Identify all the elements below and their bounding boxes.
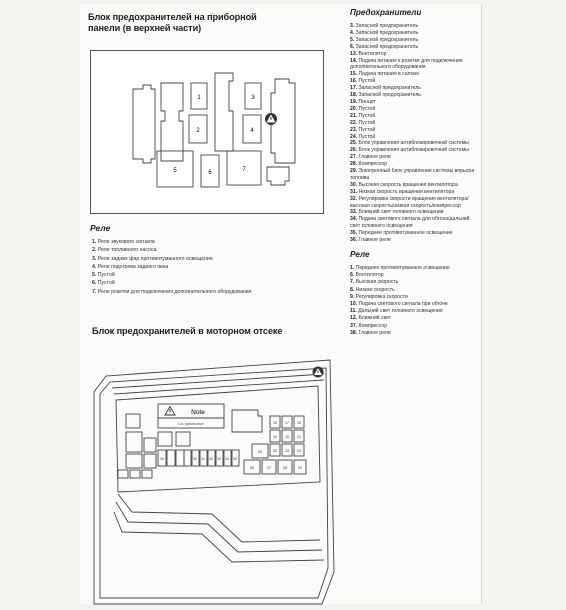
top-relay-small [267,167,289,185]
fuses-list [350,23,480,244]
fuse-item-text: Пустой [358,105,376,112]
fuse-item-text: Запасной предохранитель [355,36,419,43]
engine-number-label: 32 [209,457,213,461]
fuse-item-number: 29. [350,168,358,175]
relay-engine-list [350,265,480,337]
fuse-item-number: 23. [350,126,358,133]
fuse-item-number: 30. [350,181,358,188]
fuse-item-number: 14. [350,57,358,64]
relay-engine-item-text: Переднее противотуманное освещение [355,265,450,271]
fuse-item-text: Запасной предохранитель [358,85,421,92]
engine-number-label: 16 [273,421,277,425]
note-warning-icon [165,407,175,416]
relay-top-item-text: Реле звукового сигнала [97,239,155,245]
fuse-item-text: Пустой [358,78,376,85]
engine-relay-center-1 [158,432,172,446]
fuse-item-text: Пустой [358,133,376,140]
top-fusebox-title [88,12,288,34]
fuse-item-number: 31. [350,188,358,195]
fuse-item [350,120,480,127]
relay-top-item-text: Пустой [97,280,115,287]
relay-engine-item [350,279,480,286]
fuse-item-number: 22. [350,119,358,126]
note-sublabel: См. примечание [178,422,204,426]
engine-fusebox-diagram [92,342,336,608]
fuse-item-text: Главное реле [358,237,391,244]
note-label: Note [191,409,205,416]
right-column [350,8,480,337]
engine-number-label: 29 [298,466,302,470]
fuse-item-number: 36. [350,237,358,244]
fuse-item [350,51,480,58]
label-relay-6: 6 [208,170,212,176]
relay-engine-item [350,265,480,272]
fuse-item [350,92,480,99]
fuse-item [350,58,480,72]
fuse-item [350,196,480,210]
engine-fuse-small-1 [126,414,140,428]
engine-number-label: 31 [201,457,205,461]
relay-top-item [92,238,332,246]
fuse-item-number: 21. [350,112,358,119]
engine-fusebox-title: Блок предохранителей в моторном отсеке [92,326,283,336]
fuse-item-text: Пинцет [358,98,376,105]
relay-engine-item [350,287,480,294]
engine-number-label: 28 [283,466,287,470]
fuse-item-number: 3. [350,23,355,29]
relay-engine-item-number: 6. [350,272,355,279]
engine-number-label: 19 [273,435,277,439]
engine-number-label: 30 [193,457,197,461]
fuse-item-number: 19. [350,98,358,105]
engine-relay-big [232,410,262,432]
fuse-item [350,182,480,189]
top-title-line-1: Блок предохранителей на приборной [88,12,257,22]
engine-number-label: 34 [225,457,229,461]
relay-top-item-number: 3. [92,255,97,262]
relay-engine-item-number: 38. [350,329,358,336]
fuse-item-text: Электронный блок управления системы впрыска топлива [350,168,475,181]
relay-engine-item [350,272,480,279]
engine-number-label: 36 [160,457,164,461]
fuse-item-text: Переднее противотуманное освещение [358,230,453,237]
relay-engine-item-number: 1. [350,265,355,271]
relay-engine-item-number: 12. [350,315,358,322]
label-fuse-4: 4 [250,128,254,134]
fuse-item [350,147,480,154]
relay-top-item-text: Реле розетки для подключения дополнительного оборудования [97,288,252,295]
fuse-item-number: 20. [350,105,358,112]
engine-number-label: 25 [258,450,262,454]
engine-number-label: 22 [273,449,277,453]
fuse-item-text: Запасной предохранитель [355,23,419,29]
top-relay-left [133,85,155,163]
fuse-item-text: Подача питания к розетке для подключения дополнительного оборудования [350,57,463,71]
label-relay-5: 5 [173,168,177,174]
relay-top-heading: Реле [90,223,111,233]
top-relay-middle [215,73,233,151]
fuse-item-number: 4. [350,29,355,36]
engine-number-label: 26 [250,466,254,470]
relay-engine-item-number: 37. [350,322,358,329]
fuse-item [350,23,480,30]
fuse-item [350,30,480,37]
fuse-item-number: 26. [350,147,358,154]
fuse-item [350,161,480,168]
engine-relay-left-1 [126,432,142,452]
fuse-item-number: 6. [350,43,355,50]
relay-engine-item-text: Дальний свет головного освещения [358,308,443,315]
relay-engine-item [350,315,480,322]
label-fuse-2: 2 [196,128,200,134]
fuse-item [350,189,480,196]
engine-number-label: 20 [285,435,289,439]
engine-relay-left-2 [126,454,142,468]
relay-engine-item [350,330,480,337]
fuse-item-number: 13. [350,50,358,57]
fuse-item-number: 24. [350,133,358,140]
relay-top-item-text: Реле топливного насоса [97,247,157,254]
engine-relay-left-3 [144,438,156,452]
fuse-item-text: Низкая скорость вращения вентилятора [358,188,455,195]
relay-top-item [92,271,332,279]
relay-engine-item-number: 8. [350,286,355,293]
fuse-item [350,37,480,44]
fuse-item-number: 34. [350,216,358,223]
fuse-item [350,44,480,51]
fuse-item-text: Подача светового сигнала для обгона/дальний свет головного освещения [350,216,470,230]
relay-engine-item-number: 7. [350,279,355,286]
relay-top-list [92,238,332,296]
relay-engine-item-text: Компрессор [358,322,388,329]
fuse-item [350,99,480,106]
fuse-item-number: 18. [350,92,358,99]
engine-relay-center-2 [176,432,190,446]
relay-top-item [92,255,332,263]
fuse-item-text: Подача питания в салоне [358,71,420,78]
fuse-item-text: Блок управления антиблокировочной системы [358,147,469,154]
warning-icon [265,113,277,125]
engine-number-label: 23 [285,449,289,453]
relay-top-item [92,288,332,296]
relay-engine-item-number: 11. [350,308,357,315]
relay-top-item-text: Реле задних фар противотуманного освещения [97,255,213,262]
relay-engine-item [350,323,480,330]
fuse-item [350,154,480,161]
relay-engine-item [350,294,480,301]
fuse-item [350,168,480,182]
fuse-item [350,113,480,120]
label-relay-7: 7 [242,167,246,173]
engine-number-label: 35 [233,457,237,461]
fuse-item-number: 15. [350,71,358,78]
fuse-item-text: Высокая скорость вращения вентилятора [358,181,458,188]
fuse-item-number: 5. [350,36,355,43]
relay-engine-item-number: 9. [350,293,355,300]
fuse-item-number: 33. [350,209,358,216]
fuse-item-text: Вентилятор [358,50,387,57]
relay-top-item-number: 4. [92,263,97,270]
relay-engine-item-text: Подача светового сигнала при обгоне [358,301,448,308]
fuse-item-number: 27. [350,154,358,161]
relay-top-item [92,279,332,287]
engine-number-label: 17 [285,421,289,425]
relay-engine-item-text: Низкая скорость [355,286,395,293]
fuse-item-number: 35. [350,230,358,237]
relay-top-item [92,263,332,271]
relay-engine-item-text: Высокая скорость [355,279,399,286]
fuse-item [350,237,480,244]
fuse-item-number: 32. [350,195,358,202]
fuse-item-text: Ближний свет головного освещения [358,209,444,216]
relay-engine-item-text: Ближний свет [358,315,392,322]
fuse-item-number: 17. [350,85,358,92]
engine-relay-left-4 [144,454,156,468]
fuse-item-text: Запасной предохранитель [355,29,419,36]
engine-housing-outer [94,360,334,604]
fuse-item-text: Пустой [358,119,376,126]
relay-top-item-text: Реле подогрева заднего окна [97,263,169,270]
fuse-item-number: 25. [350,140,358,147]
relay-top-item-text: Пустой [97,272,115,279]
fuse-item-number: 16. [350,78,358,85]
engine-number-label: 18 [297,421,301,425]
engine-number-label: 33 [217,457,221,461]
relay-top-item-number: 2. [92,247,97,254]
label-fuse-1: 1 [197,95,201,101]
fuse-item [350,216,480,230]
fuse-item-text: Запасной предохранитель [358,92,421,99]
fuse-item-text: Главное реле [358,154,391,161]
fuse-item-text: Пустой [358,126,376,133]
relay-top-item-number: 6. [92,280,97,287]
fuse-item [350,230,480,237]
top-fusebox-svg [91,51,323,213]
fuse-item [350,106,480,113]
engine-fusebox-svg [92,342,336,608]
fuse-item-text: Компрессор [358,161,388,168]
fuse-item-text: Пустой [358,112,376,119]
relay-engine-item-text: Регулировка скорости [355,293,408,300]
fuse-item-text: Запасной предохранитель [355,43,419,50]
top-fusebox-diagram [90,50,324,214]
top-relay-second [161,83,183,161]
engine-number-label: 21 [297,435,301,439]
fuse-item [350,127,480,134]
engine-number-label: 27 [267,466,271,470]
relay-top-item-number: 7. [92,288,97,295]
fuses-heading: Предохранители [350,8,422,17]
fuse-item-text: Блок управления антиблокировочной системы [358,140,469,147]
relay-top-item-number: 5. [92,272,97,279]
relay-engine-item-text: Главное реле [358,329,391,336]
engine-number-label: 24 [297,449,301,453]
label-fuse-3: 3 [251,95,255,101]
relay-engine-item-number: 10. [350,301,358,308]
fuse-item-number: 28. [350,161,358,168]
relay-top-item-number: 1. [92,239,97,245]
relay-engine-heading: Реле [350,250,370,259]
engine-tray [116,386,320,492]
engine-warning-icon [313,367,324,378]
relay-top-item [92,246,332,254]
relay-engine-item-text: Вентилятор [355,272,384,279]
fuse-item-text: Регулировка скорости вращения вентилятора/высокая скорость/низкая скорость/компрессор [350,195,469,209]
top-title-line-2: панели (в верхней части) [88,23,202,33]
